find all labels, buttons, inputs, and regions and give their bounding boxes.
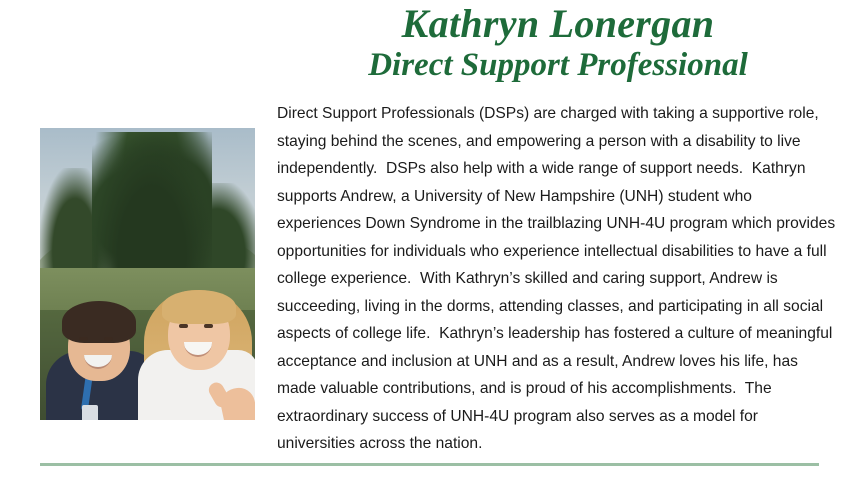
pine-tree-shape xyxy=(92,132,212,282)
kathryn-eye-left xyxy=(179,324,188,328)
kathryn-eye-right xyxy=(204,324,213,328)
page-title xyxy=(268,0,848,84)
person-kathryn xyxy=(138,268,255,420)
photo-illustration xyxy=(40,128,255,420)
footer-divider xyxy=(40,463,819,466)
person-name: Kathryn Lonergan xyxy=(401,1,715,46)
profile-photo xyxy=(40,128,255,420)
andrew-hair xyxy=(62,301,136,343)
andrew-badge xyxy=(82,405,98,420)
person-role: Direct Support Professional xyxy=(368,47,748,83)
body-paragraph: Direct Support Professionals (DSPs) are charged with taking a supportive role, staying behind the scenes, and empowering a person with a disability to live independently. DSPs also help with a wide range of support needs. Kathryn supports Andrew, a University of New Hampshire (UNH) student who experiences Down Syndrome in the trailblazing UNH-4U program which provides opportunities for individuals who experience intellectual disabilities to have a full college experience. With Kathryn’s skilled and caring support, Andrew is succeeding, living in the dorms, attending classes, and participating in all social aspects of college life. Kathryn’s leadership has fostered a culture of meaningful acceptance and inclusion at UNH and as a result, Andrew loves his life, has made valuable contributions, and is proud of his accomplishments. The extraordinary success of UNH-4U program also serves as a model for universities across the nation. xyxy=(277,105,840,452)
andrew-eye-right xyxy=(104,337,113,341)
andrew-eye-left xyxy=(79,337,88,341)
kathryn-bangs xyxy=(162,290,236,324)
